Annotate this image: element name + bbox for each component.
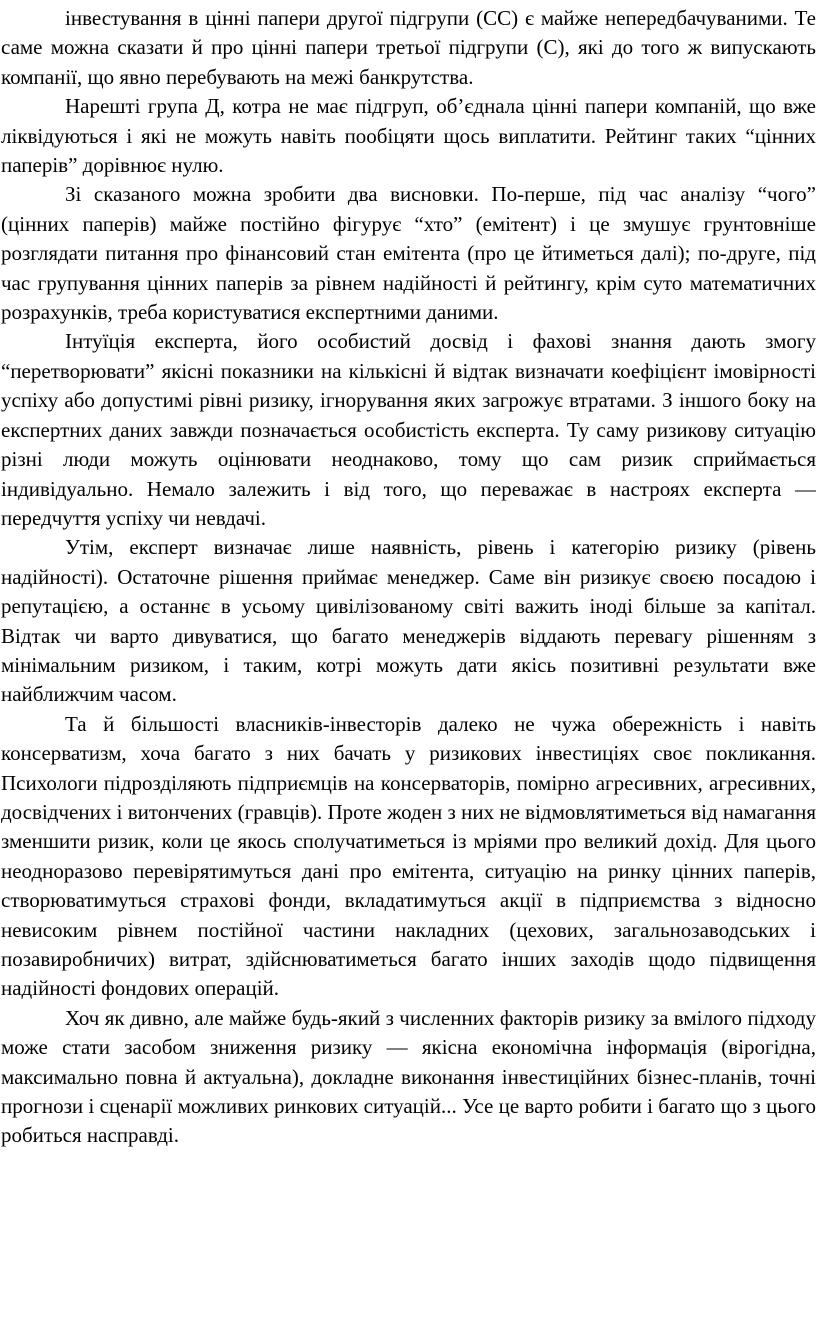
paragraph-investors: Та й більшості власників-інвесторів далеко не чужа обережність і навіть консерватизм, хоча багато з них бачать у ризикових інвестиціях своє покликання. Психологи підрозділяють підприємців на консерваторів, помірно агресивних, агресивних, досвідчених і витончених (гравців). Проте жоден з них не відмовлятиметься від намагання зменшити ризик, коли це якось сполучатиметься із мріями про великий дохід. Для цього неодноразово перевірятимуться дані про емітента, ситуацію на ринку цінних паперів, створюватимуться страхові фонди, вкладатимуться акції в підприємства з відносно невисоким рівнем постійної частини накладних (цехових, загальнозаводських і позавиробничих) витрат, здійснюватиметься багато інших заходів щодо підвищення надійності фондових операцій. <box>1 711 816 1001</box>
paragraph-manager-decision: Утім, експерт визначає лише наявність, рівень і категорію ризику (рівень надійності). Остаточне рішення приймає менеджер. Саме він ризикує своєю посадою і репутацією, а останнє в усьому цивілізованому світі важить іноді більше за капітал. Відтак чи варто дивуватися, що багато менеджерів віддають перевагу рішенням з мінімальним ризиком, і таким, котрі можуть дати якісь позитивні результати вже найближчим часом. <box>1 535 816 707</box>
paragraph-risk-factors: Хоч як дивно, але майже будь-який з численних факторів ризику за вмілого підходу може стати засобом зниження ризику — якісна економічна інформація (вірогідна, максимально повна й актуальна), докладне виконання інвестиційних бізнес-планів, точні прогнози і сценарії можливих ринкових ситуацій... Усе це варто робити і багато що з цього робиться насправді. <box>1 1005 816 1148</box>
paragraph-expert-intuition: Інтуїція експерта, його особистий досвід і фахові знання дають змогу “перетворювати” якісні показники на кількісні й відтак визначати коефіцієнт імовірності успіху або допустимі рівні ризику, ігнорування яких загрожує втратами. З іншого боку на експертних даних завжди позначається особистість експерта. Ту саму ризикову ситуацію різні люди можуть оцінювати неоднаково, тому що сам ризик сприймається індивідуально. Немало залежить і від того, що переважає в настроях експерта — передчуття успіху чи невдачі. <box>1 329 816 530</box>
paragraph-group-d: Нарешті група Д, котра не має підгруп, об’єднала цінні папери компаній, що вже ліквідуються і які не можуть навіть пообіцяти щось виплатити. Рейтинг таких “цінних паперів” дорівнює нулю. <box>1 94 816 178</box>
paragraph-conclusions: Зі сказаного можна зробити два висновки. По-перше, під час аналізу “чого” (цінних паперів) майже постійно фігурує “хто” (емітент) і це змушує грунтовніше розглядати питання про фінансовий стан емітента (про це йтиметься далі); по-друге, під час групування цінних паперів за рівнем надійності й рейтингу, крім суто математичних розрахунків, треба користуватися експертними даними. <box>1 182 816 325</box>
paragraph-continuation: інвестування в цінні папери другої підгрупи (СС) є майже непередбачуваними. Те саме можна сказати й про цінні папери третьої підгрупи (С), які до того ж випускають компанії, що явно перебувають на межі банкрутства. <box>1 6 816 89</box>
